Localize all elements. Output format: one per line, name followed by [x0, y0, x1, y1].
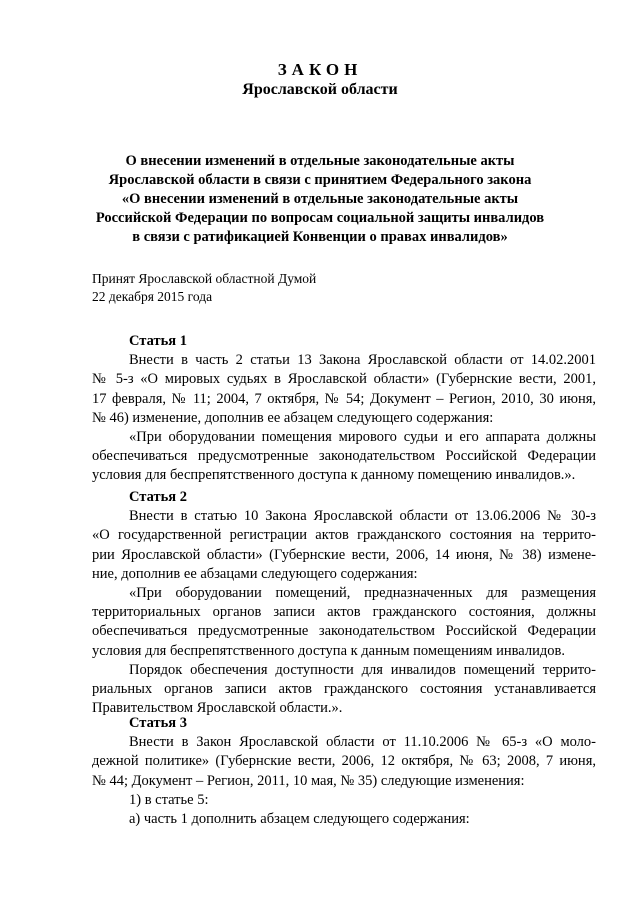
article-title: Статья 1 — [129, 333, 187, 349]
article-line: Внести в статью 10 Закона Ярославской области от 13.06.2006 № 30-з — [129, 508, 596, 525]
article-line: условия для беспрепятственного доступа к данным помещениям инвалидов. — [92, 642, 565, 659]
article-line: ние, дополнив ее абзацами следующего содержания: — [92, 565, 418, 582]
article-line: Внести в часть 2 статьи 13 Закона Ярославской области от 14.02.2001 — [129, 352, 596, 369]
article-line: № 44; Документ – Регион, 2011, 10 мая, № 35) следующие изменения: — [92, 772, 525, 789]
article-line: 1) в статье 5: — [129, 791, 209, 808]
article-1 — [92, 332, 596, 486]
article-line: Внести в Закон Ярославской области от 11.10.2006 № 65-з «О моло- — [129, 734, 596, 751]
article-line: рии Ярославской области» (Губернские вести, 2006, 14 июня, № 38) измене- — [92, 546, 596, 563]
article-line: дежной политике» (Губернские вести, 2006, 12 октября, № 63; 2008, 7 июня, — [92, 753, 596, 770]
article-line: риальных органов записи актов гражданского состояния устанавливается — [92, 681, 596, 698]
law-title-line: «О внесении изменений в отдельные законодательные акты — [121, 191, 519, 207]
article-line: условия для беспрепятственного доступа к данному помещению инвалидов.». — [92, 467, 576, 484]
law-heading: ЗАКОН — [277, 60, 363, 79]
article-line: «О государственной регистрации актов гражданского состояния на террито- — [92, 527, 596, 544]
article-3 — [92, 714, 596, 829]
article-line: № 46) изменение, дополнив ее абзацем следующего содержания: — [92, 409, 494, 426]
law-title-line: О внесении изменений в отдельные законодательные акты — [125, 153, 515, 169]
article-line: а) часть 1 дополнить абзацем следующего содержания: — [129, 811, 470, 828]
article-line: обеспечиваться предусмотренные законодательством Российской Федерации — [92, 623, 596, 640]
law-title-line: Ярославской области в связи с принятием Федерального закона — [108, 172, 532, 188]
law-title — [0, 152, 640, 247]
article-line: Правительством Ярославской области.». — [92, 700, 343, 717]
article-line: территориальных органов записи актов гражданского состояния, должны — [92, 604, 596, 621]
article-line: «При оборудовании помещения мирового судьи и его аппарата должны — [129, 429, 596, 446]
law-title-line: в связи с ратификацией Конвенции о правах инвалидов» — [132, 229, 508, 245]
article-2 — [92, 488, 596, 718]
law-title-line: Российской Федерации по вопросам социальной защиты инвалидов — [95, 210, 545, 226]
article-line: 17 февраля, № 11; 2004, 7 октября, № 54; Документ – Регион, 2010, 30 июня, — [92, 390, 596, 407]
article-line: обеспечиваться предусмотренные законодательством Российской Федерации — [92, 448, 596, 465]
article-line: № 5-з «О мировых судьях в Ярославской области» (Губернские вести, 2001, — [92, 371, 596, 388]
adoption-info — [92, 270, 316, 306]
adopted-by: Принят Ярославской областной Думой — [92, 271, 317, 286]
article-title: Статья 2 — [129, 489, 187, 505]
law-region: Ярославской области — [242, 81, 398, 98]
adoption-date: 22 декабря 2015 года — [92, 289, 213, 304]
article-line: Порядок обеспечения доступности для инвалидов помещений террито- — [129, 661, 596, 678]
article-title: Статья 3 — [129, 715, 187, 731]
article-line: «При оборудовании помещений, предназначенных для размещения — [129, 585, 596, 602]
